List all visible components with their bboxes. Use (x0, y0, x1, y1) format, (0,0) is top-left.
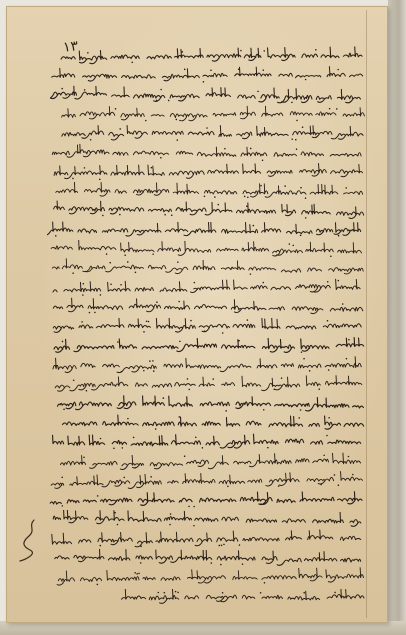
ink-strokes (52, 356, 360, 373)
margin-rule-line (366, 10, 367, 618)
ink-strokes (121, 589, 364, 603)
ink-dot (210, 70, 212, 72)
ink-dot (151, 167, 153, 169)
ink-dot (73, 380, 75, 382)
ink-dot (72, 273, 74, 275)
ink-dot (184, 455, 186, 457)
ink-strokes (47, 221, 361, 236)
ink-dot (278, 485, 280, 487)
ink-dot (194, 506, 196, 508)
ink-dot (90, 139, 92, 141)
ink-strokes (52, 259, 363, 277)
ink-dot (221, 544, 223, 546)
ink-dot (330, 256, 332, 258)
ink-dot (250, 147, 252, 149)
ink-dot (336, 108, 338, 110)
ink-dot (177, 591, 179, 593)
ink-dot (300, 187, 302, 189)
ink-dot (82, 294, 84, 296)
ink-dot (170, 524, 172, 526)
ink-dot (261, 159, 263, 161)
handwriting-line (54, 106, 366, 123)
ink-dot (221, 592, 223, 594)
ink-dot (227, 485, 229, 487)
ink-dot (134, 272, 136, 274)
ink-dot (347, 455, 349, 457)
ink-dot (162, 397, 164, 399)
ink-dot (244, 196, 246, 198)
ink-dot (115, 512, 117, 514)
ink-dot (264, 582, 266, 584)
ink-dot (143, 370, 145, 372)
ink-dot (194, 525, 196, 527)
handwriting-line (53, 568, 366, 587)
page-number: ١٣ (62, 38, 79, 56)
ink-dot (168, 99, 170, 101)
ink-dot (157, 591, 159, 593)
ink-strokes (60, 452, 360, 470)
handwriting-line (48, 510, 363, 528)
ink-dot (292, 245, 294, 247)
handwriting-line (49, 46, 364, 65)
ink-dot (300, 234, 302, 236)
handwriting-line (48, 200, 366, 220)
ink-dot (206, 127, 208, 129)
ink-dot (222, 333, 224, 335)
ink-dot (284, 185, 286, 187)
ink-dot (305, 218, 307, 220)
ink-dot (84, 167, 86, 169)
ink-dot (219, 544, 221, 546)
ink-dot (319, 389, 321, 391)
handwriting-line (47, 491, 364, 508)
ink-dot (187, 378, 189, 380)
ink-strokes (62, 414, 363, 429)
ink-dot (139, 562, 141, 564)
handwriting-line (118, 589, 366, 605)
ink-dot (308, 370, 310, 372)
ink-dot (61, 87, 63, 89)
handwriting-line (46, 240, 364, 258)
ink-dot (95, 312, 97, 314)
ink-dot (143, 331, 145, 333)
scanner-edge-right (388, 0, 406, 635)
ink-dot (214, 196, 216, 198)
ink-dot (267, 447, 269, 449)
ink-strokes (61, 46, 362, 64)
ink-dot (224, 147, 226, 149)
ink-dot (253, 225, 255, 227)
ink-dot (97, 584, 99, 586)
ink-strokes (54, 318, 362, 332)
ink-dot (194, 281, 196, 283)
ink-dot (73, 177, 75, 179)
ink-dot (83, 283, 85, 285)
ink-strokes (51, 491, 363, 506)
ink-dot (217, 204, 219, 206)
ink-strokes (51, 240, 362, 257)
ink-strokes (54, 548, 360, 566)
ink-dot (326, 435, 328, 437)
ink-dot (225, 410, 227, 412)
ink-dot (334, 591, 336, 593)
ink-dot (157, 301, 159, 303)
ink-dot (97, 495, 99, 497)
ink-dot (145, 120, 147, 122)
ink-dot (61, 476, 63, 478)
ink-dot (342, 303, 344, 305)
handwriting-line (48, 548, 362, 567)
handwriting-line (50, 529, 363, 549)
ink-dot (259, 592, 261, 594)
ink-dot (127, 262, 129, 264)
handwriting-line (49, 471, 365, 491)
handwriting-line (48, 318, 363, 334)
ink-dot (288, 243, 290, 245)
ink-dot (247, 197, 249, 199)
ink-dot (323, 454, 325, 456)
ink-dot (328, 417, 330, 419)
ink-dot (100, 294, 102, 296)
ink-dot (163, 592, 165, 594)
ink-dot (148, 321, 150, 323)
ink-dot (247, 320, 249, 322)
ink-dot (295, 148, 297, 150)
ink-dot (346, 187, 348, 189)
ink-dot (179, 301, 181, 303)
ink-dot (106, 253, 108, 255)
ink-dot (124, 254, 126, 256)
ink-dot (263, 50, 265, 52)
ink-dot (146, 321, 148, 323)
ink-dot (238, 69, 240, 71)
handwriting-line (48, 182, 365, 201)
ink-dot (176, 139, 178, 141)
handwriting-line (50, 452, 363, 471)
ink-dot (84, 89, 86, 91)
ink-dot (156, 99, 158, 101)
ink-dot (89, 312, 91, 314)
ink-dot (337, 484, 339, 486)
ink-dot (109, 262, 111, 264)
manuscript-leaf (6, 6, 388, 623)
handwriting-line (50, 162, 365, 181)
ink-dot (114, 108, 116, 110)
ink-dot (210, 562, 212, 564)
ink-dot (195, 437, 197, 439)
ink-dot (184, 69, 186, 71)
ink-dot (152, 370, 154, 372)
marginal-annotation-scribble (14, 516, 40, 564)
ink-strokes (50, 85, 361, 103)
ink-strokes (55, 375, 362, 392)
ink-strokes (62, 125, 363, 140)
ink-dot (249, 274, 251, 276)
ink-dot (302, 127, 304, 129)
ink-dot (300, 351, 302, 353)
handwriting-line (50, 337, 366, 355)
ink-dot (291, 139, 293, 141)
ink-dot (328, 108, 330, 110)
ink-dot (204, 196, 206, 198)
ink-dot (83, 456, 85, 458)
scanner-edge-bottom (0, 621, 406, 635)
ink-dot (281, 378, 283, 380)
handwriting-line (47, 66, 365, 84)
ink-dot (327, 281, 329, 283)
ink-dot (110, 283, 112, 285)
ink-dot (55, 235, 57, 237)
ink-dot (179, 340, 181, 342)
ink-strokes (57, 394, 363, 411)
handwriting-line (50, 85, 363, 104)
ink-dot (63, 408, 65, 410)
ink-dot (352, 474, 354, 476)
ink-strokes (53, 278, 360, 295)
handwritten-text-block (48, 48, 366, 608)
ink-strokes (52, 433, 360, 449)
ink-dot (257, 90, 259, 92)
ink-dot (189, 506, 191, 508)
ink-dot (260, 185, 262, 187)
ink-dot (345, 358, 347, 360)
ink-dot (303, 358, 305, 360)
ink-dot (135, 572, 137, 574)
ink-dot (241, 563, 243, 565)
ink-dot (299, 409, 301, 411)
ink-dot (348, 338, 350, 340)
ink-dot (61, 340, 63, 342)
ink-strokes (53, 200, 363, 219)
ink-dot (178, 416, 180, 418)
ink-strokes (54, 298, 364, 315)
ink-dot (152, 253, 154, 255)
ink-dot (298, 417, 300, 419)
ink-dot (120, 284, 122, 286)
ink-dot (174, 590, 176, 592)
ink-dot (263, 281, 265, 283)
ink-dot (305, 79, 307, 81)
ink-dot (123, 476, 125, 478)
ink-dot (177, 262, 179, 264)
handwriting-line (50, 298, 365, 317)
handwriting-line (47, 221, 363, 238)
handwriting-line (51, 125, 365, 142)
ink-dot (303, 592, 305, 594)
ink-dot (291, 101, 293, 103)
handwriting-line (47, 143, 363, 162)
ink-dot (170, 514, 172, 516)
ink-dot (160, 156, 162, 158)
ink-dot (338, 279, 340, 281)
ink-dot (113, 448, 115, 450)
ink-dot (327, 320, 329, 322)
ink-dot (239, 544, 241, 546)
ink-dot (86, 390, 88, 392)
ink-dot (189, 389, 191, 391)
ink-dot (296, 120, 298, 122)
ink-dot (295, 139, 297, 141)
ink-dot (100, 438, 102, 440)
ink-dot (100, 545, 102, 547)
ink-dot (139, 573, 141, 575)
ink-dot (62, 505, 64, 507)
ink-dot (202, 81, 204, 83)
ink-dot (133, 437, 135, 439)
handwriting-line (49, 278, 362, 298)
ink-strokes (57, 568, 364, 586)
ink-strokes (52, 529, 361, 548)
handwriting-line (52, 394, 365, 412)
ink-dot (240, 50, 242, 52)
ink-strokes (61, 106, 364, 121)
ink-dot (121, 447, 123, 449)
handwriting-line (52, 414, 366, 431)
ink-strokes (51, 66, 362, 81)
ink-strokes (51, 471, 363, 490)
ink-dot (160, 88, 162, 90)
ink-strokes (56, 182, 363, 199)
ink-dot (152, 360, 154, 362)
ink-dot (82, 321, 84, 323)
ink-dot (327, 369, 329, 371)
ink-dot (137, 573, 139, 575)
ink-dot (119, 128, 121, 130)
handwriting-line (48, 433, 363, 451)
ink-dot (150, 476, 152, 478)
ink-strokes (54, 162, 363, 179)
ink-dot (119, 214, 121, 216)
ink-strokes (54, 510, 362, 527)
ink-dot (87, 52, 89, 54)
ink-dot (337, 69, 339, 71)
handwriting-line (49, 259, 365, 279)
ink-dot (305, 198, 307, 200)
ink-dot (171, 215, 173, 217)
ink-dot (262, 70, 264, 72)
ink-dot (155, 428, 157, 430)
ink-dot (246, 206, 248, 208)
ink-strokes (54, 337, 364, 354)
handwriting-line (47, 356, 362, 374)
ink-dot (202, 447, 204, 449)
ink-dot (334, 474, 336, 476)
ink-dot (117, 341, 119, 343)
handwriting-line (51, 375, 364, 393)
ink-dot (149, 360, 151, 362)
ink-dot (220, 564, 222, 566)
ink-dot (131, 61, 133, 63)
ink-dot (99, 178, 101, 180)
ink-dot (102, 215, 104, 217)
ink-dot (315, 49, 317, 51)
ink-dot (127, 418, 129, 420)
ink-dot (164, 214, 166, 216)
ink-dot (213, 379, 215, 381)
ink-dot (175, 119, 177, 121)
ink-strokes (52, 143, 361, 159)
ink-dot (338, 235, 340, 237)
ink-dot (190, 320, 192, 322)
ink-dot (263, 409, 265, 411)
ink-dot (223, 543, 225, 545)
ink-dot (117, 524, 119, 526)
